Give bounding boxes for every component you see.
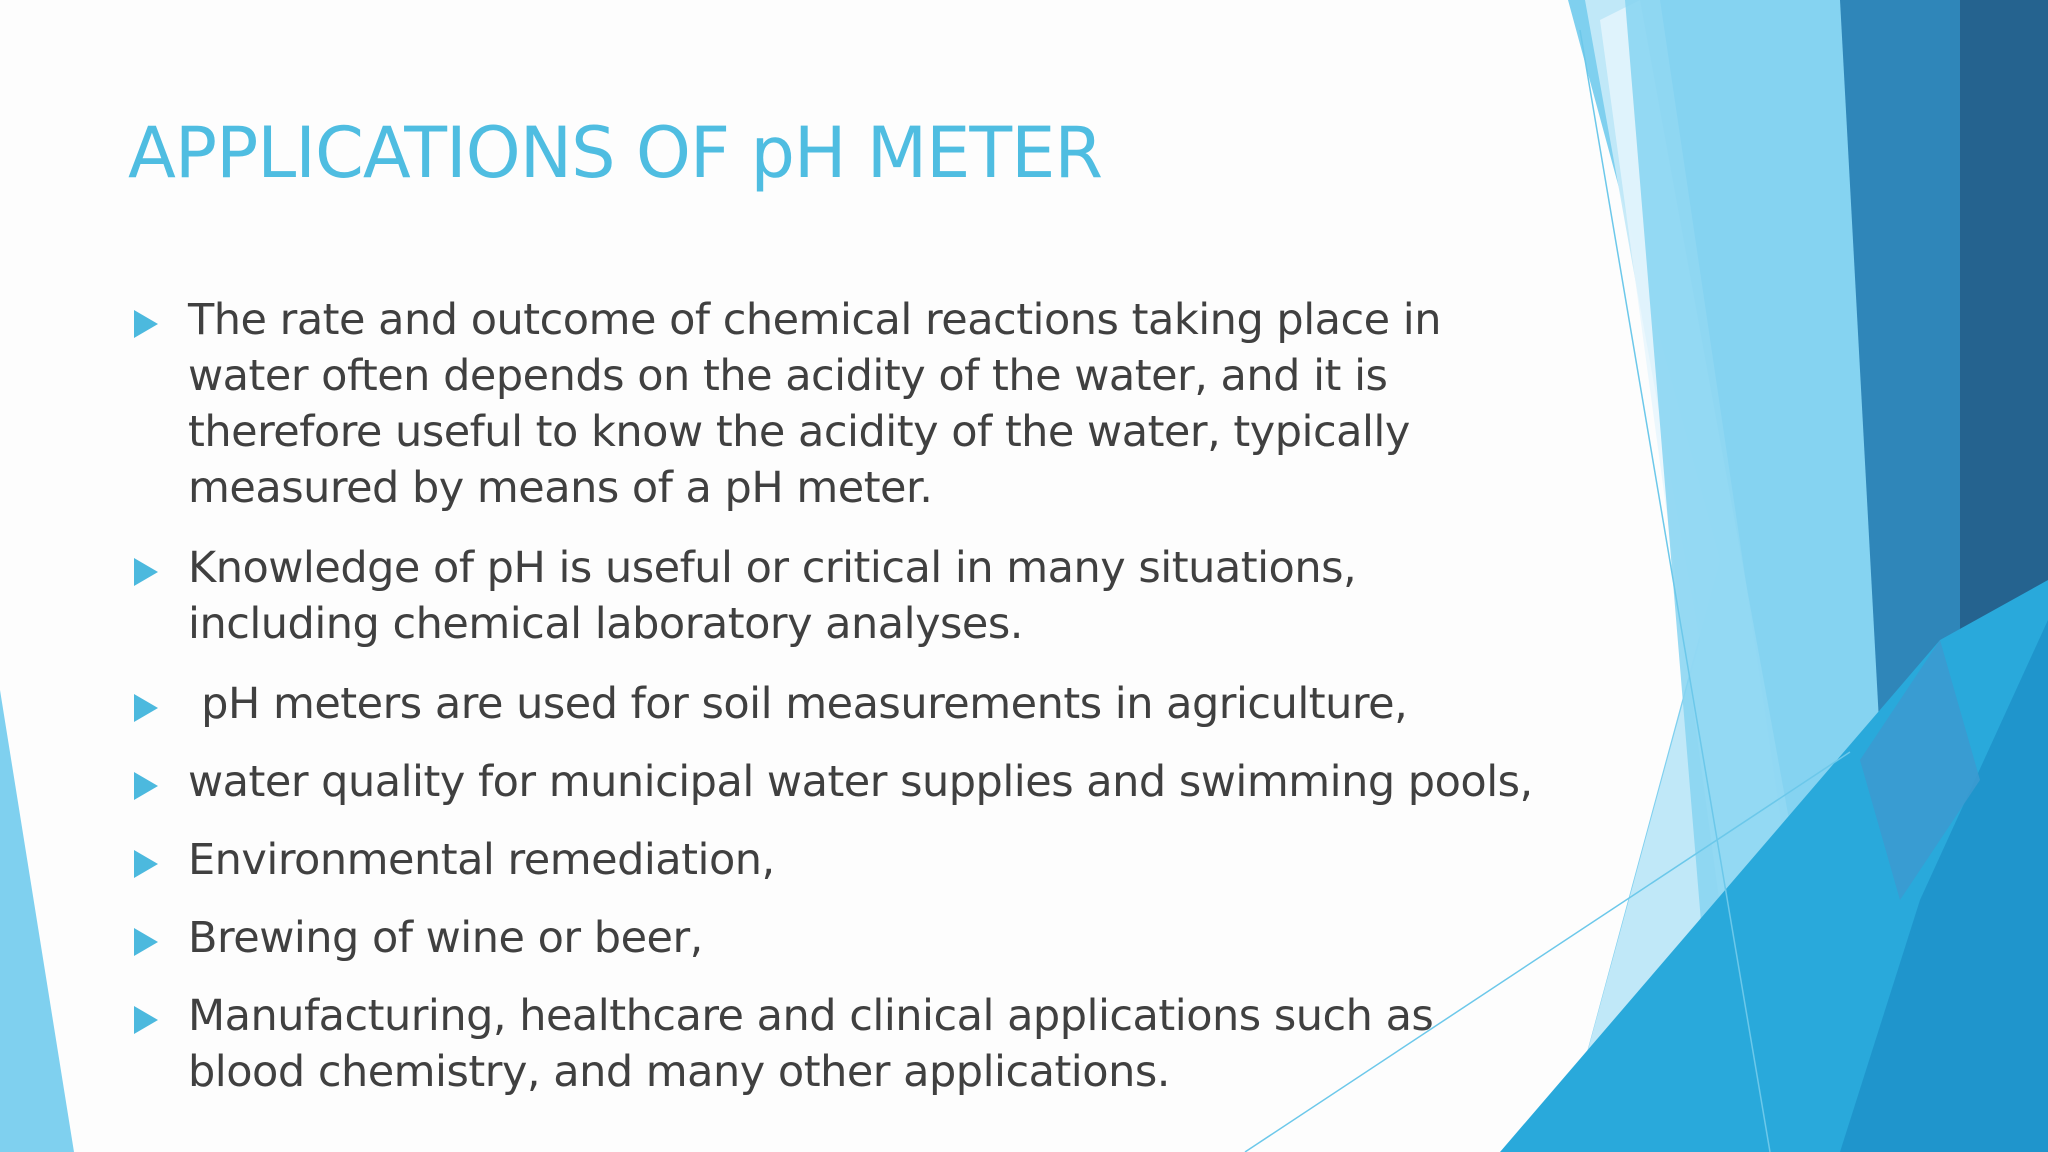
bullet-item — [130, 754, 1550, 810]
triangle-right-bullet-icon — [134, 694, 158, 722]
slide-title: APPLICATIONS OF pH METER — [128, 112, 1103, 194]
bullet-text: Brewing of wine or beer, — [188, 913, 703, 963]
bullet-item — [130, 292, 1550, 516]
bullet-list — [130, 292, 1550, 1124]
bullet-item — [130, 540, 1550, 652]
bullet-item — [130, 832, 1550, 888]
bullet-text: The rate and outcome of chemical reactions taking place in water often depends on the acidity of the water, and it is therefore useful to know the acidity of the water, typically measured by means of a pH meter. — [188, 295, 1441, 513]
bullet-item — [130, 676, 1550, 732]
bullet-text: water quality for municipal water supplies and swimming pools, — [188, 757, 1533, 807]
left-edge-shape — [0, 690, 74, 1152]
triangle-right-bullet-icon — [134, 310, 158, 338]
bullet-item — [130, 910, 1550, 966]
triangle-right-bullet-icon — [134, 928, 158, 956]
triangle-right-bullet-icon — [134, 1006, 158, 1034]
triangle-right-bullet-icon — [134, 558, 158, 586]
bullet-text: Manufacturing, healthcare and clinical applications such as blood chemistry, and many other applications. — [188, 991, 1434, 1097]
triangle-right-bullet-icon — [134, 850, 158, 878]
bullet-text: Environmental remediation, — [188, 835, 775, 885]
bullet-text: pH meters are used for soil measurements in agriculture, — [188, 679, 1408, 729]
bullet-text: Knowledge of pH is useful or critical in many situations, including chemical laboratory analyses. — [188, 543, 1357, 649]
bullet-item — [130, 988, 1550, 1100]
triangle-right-bullet-icon — [134, 772, 158, 800]
